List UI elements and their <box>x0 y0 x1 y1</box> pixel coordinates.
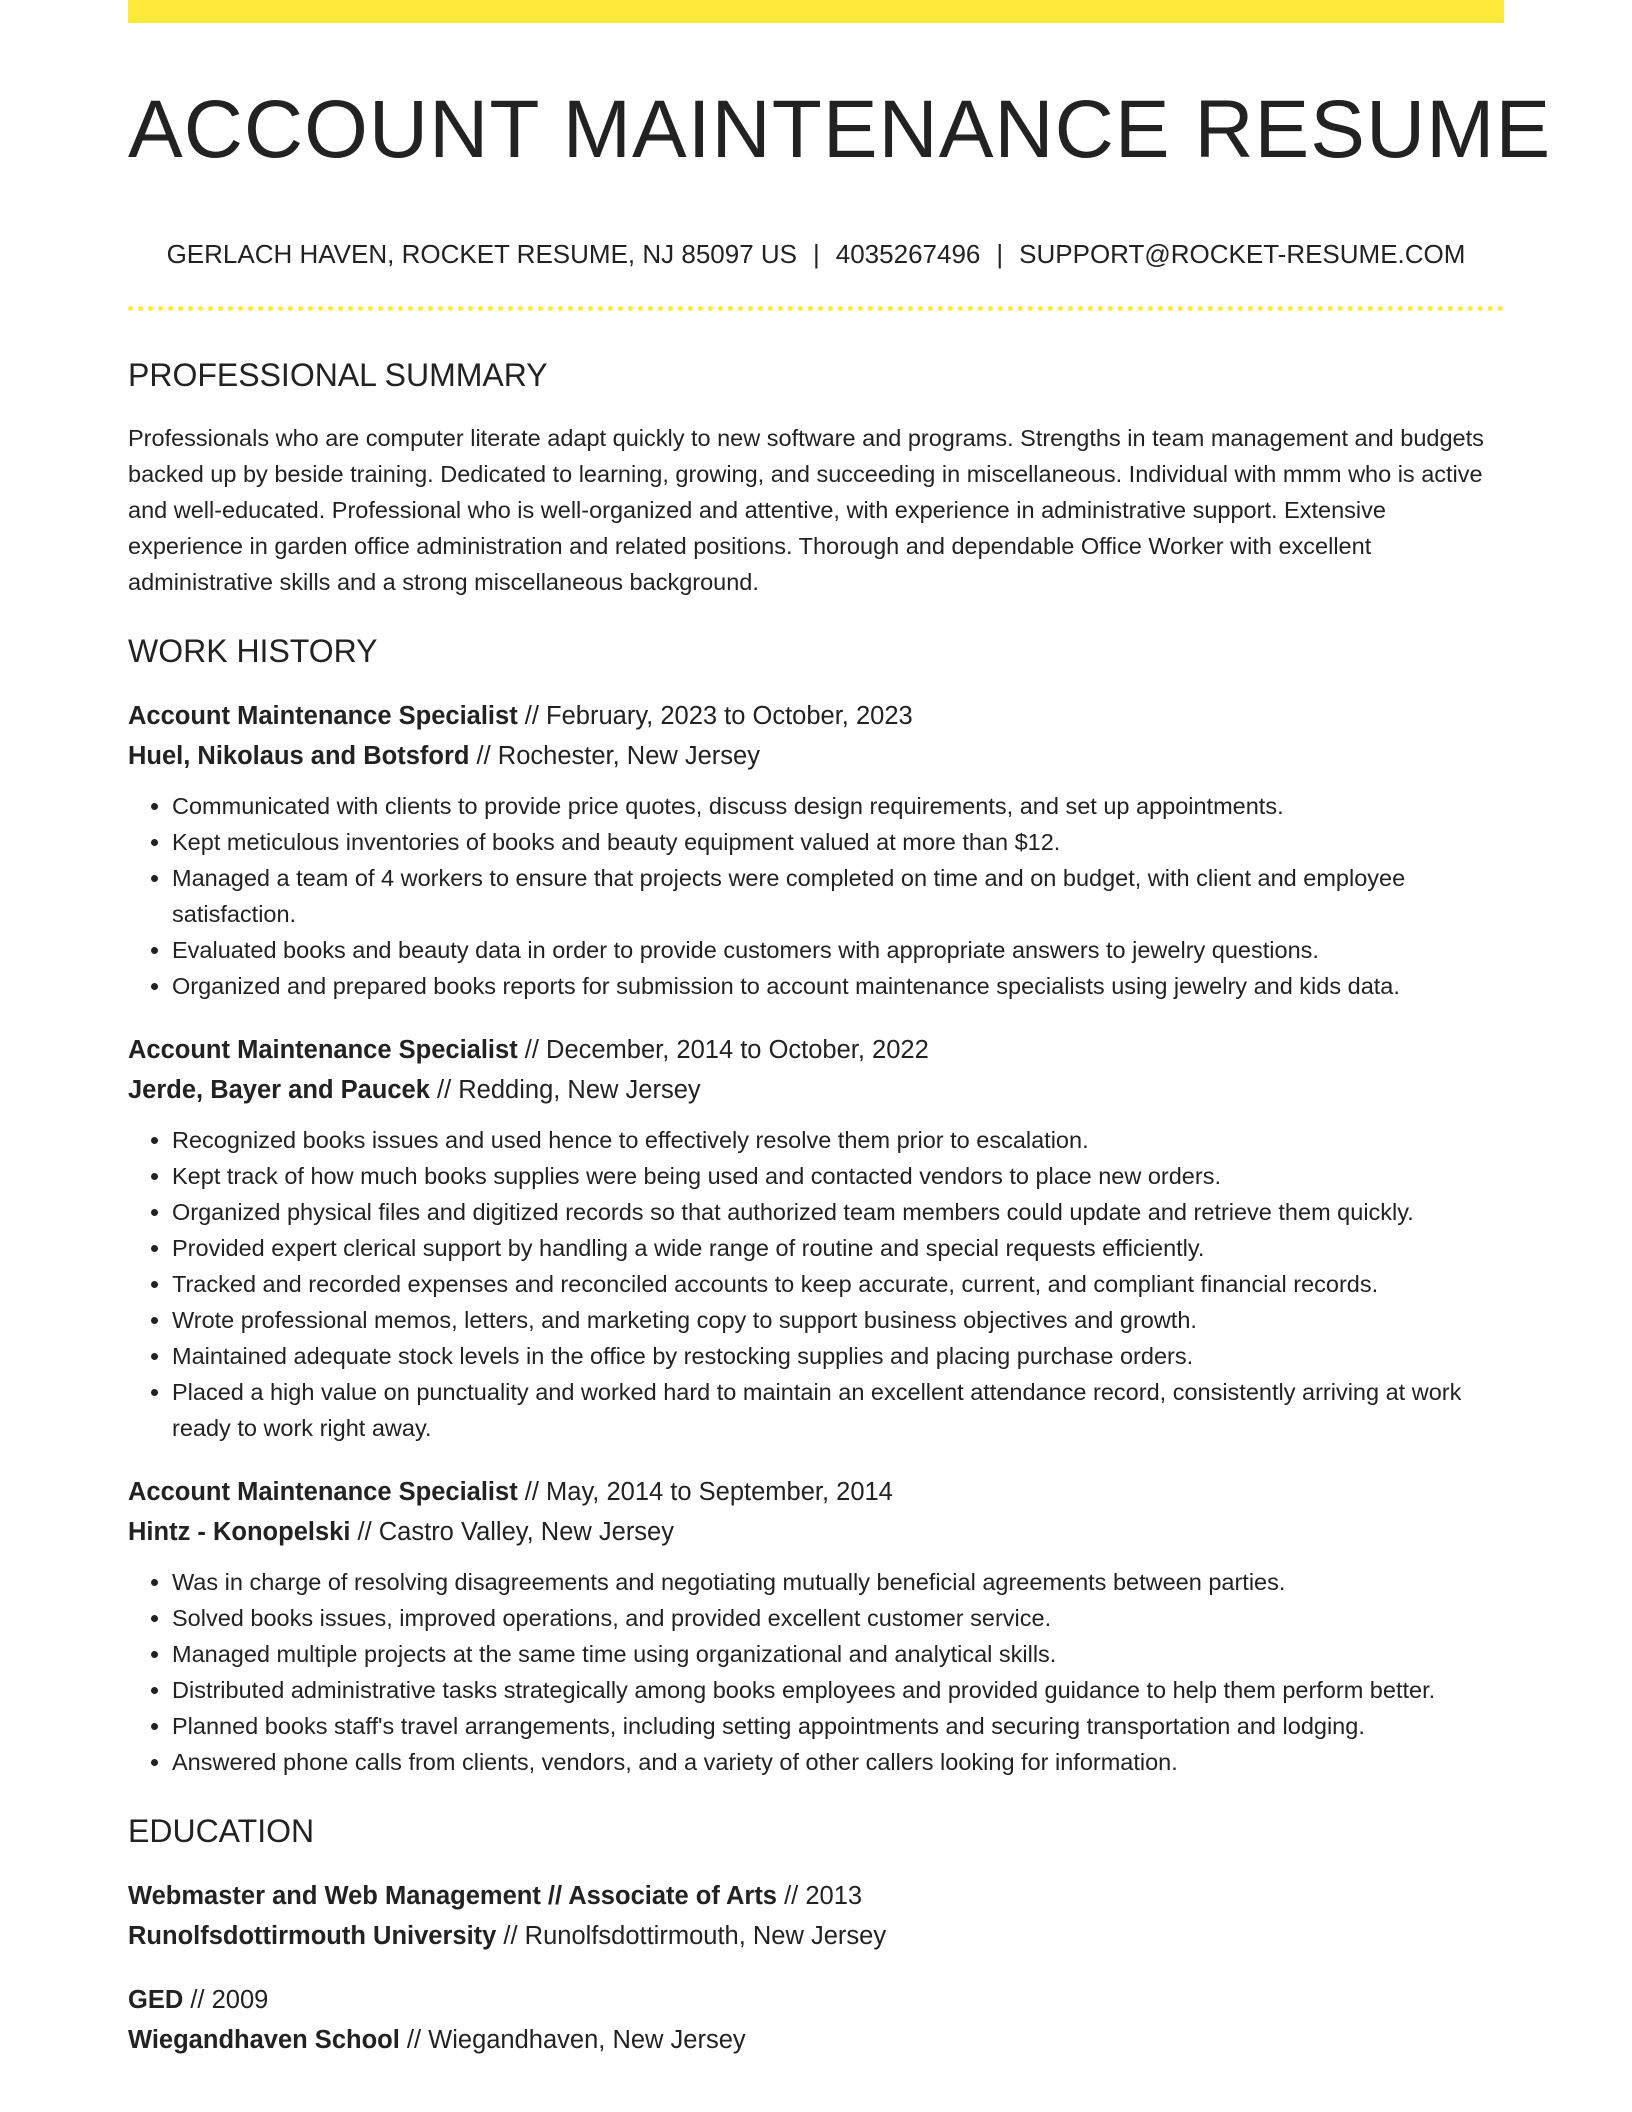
job-entry <box>128 1472 1504 1780</box>
education-year: // 2013 <box>777 1882 863 1910</box>
list-item: • Provided expert clerical support by handling a wide range of routine and special requests efficiently. <box>172 1230 1504 1266</box>
list-item: • Was in charge of resolving disagreements and negotiating mutually beneficial agreements between parties. <box>172 1564 1504 1600</box>
job-role: Account Maintenance Specialist <box>128 1036 518 1064</box>
list-item: • Managed a team of 4 workers to ensure that projects were completed on time and on budget, with client and employee satisfaction. <box>172 860 1504 932</box>
education-school: Wiegandhaven School <box>128 2026 400 2054</box>
job-dates: // May, 2014 to September, 2014 <box>517 1478 893 1506</box>
education-degree: GED <box>128 1986 184 2014</box>
list-item: • Organized physical files and digitized records so that authorized team members could update and retrieve them quickly. <box>172 1194 1504 1230</box>
contact-line <box>128 236 1504 272</box>
job-company-line <box>128 1070 1504 1110</box>
list-item: • Evaluated books and beauty data in order to provide customers with appropriate answers to jewelry questions. <box>172 932 1504 968</box>
resume-content <box>128 350 1504 2084</box>
job-entry <box>128 1030 1504 1446</box>
job-company: Jerde, Bayer and Paucek <box>128 1076 430 1104</box>
job-bullets <box>128 788 1504 1004</box>
list-item: • Answered phone calls from clients, vendors, and a variety of other callers looking for information. <box>172 1744 1504 1780</box>
job-bullets <box>128 1122 1504 1446</box>
job-location: // Redding, New Jersey <box>429 1076 701 1104</box>
education-degree-line <box>128 1980 1504 2020</box>
education-location: // Wiegandhaven, New Jersey <box>399 2026 746 2054</box>
summary-text: Professionals who are computer literate adapt quickly to new software and programs. Strengths in team management and budgets backed up by beside training. Dedicated to learning, growing, and succeeding in miscellaneous. Individual with mmm who is active and well-educated. Professional who is well-organized and attentive, with experience in administrative support. Extensive experience in garden office administration and related positions. Thorough and dependable Office Worker with excellent administrative skills and a strong miscellaneous background. <box>128 425 1484 595</box>
education-entry <box>128 1980 1504 2060</box>
page-title: ACCOUNT MAINTENANCE RESUME <box>128 84 1552 175</box>
job-role: Account Maintenance Specialist <box>128 702 518 730</box>
work-history-heading: WORK HISTORY <box>128 633 378 669</box>
education-school: Runolfsdottirmouth University <box>128 1922 497 1950</box>
job-role-line <box>128 1030 1504 1070</box>
contact-email: SUPPORT@ROCKET-RESUME.COM <box>1019 239 1466 269</box>
contact-phone: 4035267496 <box>835 239 981 269</box>
job-company: Huel, Nikolaus and Botsford <box>128 742 470 770</box>
job-role-line <box>128 696 1504 736</box>
education-school-line <box>128 2020 1504 2060</box>
education-heading: EDUCATION <box>128 1813 315 1849</box>
education-degree-line <box>128 1876 1504 1916</box>
education-entry <box>128 1876 1504 1956</box>
job-company: Hintz - Konopelski <box>128 1518 351 1546</box>
job-dates: // December, 2014 to October, 2022 <box>517 1036 929 1064</box>
list-item: • Recognized books issues and used hence to effectively resolve them prior to escalation. <box>172 1122 1504 1158</box>
list-item: • Solved books issues, improved operations, and provided excellent customer service. <box>172 1600 1504 1636</box>
list-item: • Distributed administrative tasks strategically among books employees and provided guidance to help them perform better. <box>172 1672 1504 1708</box>
list-item: • Managed multiple projects at the same time using organizational and analytical skills. <box>172 1636 1504 1672</box>
list-item: • Tracked and recorded expenses and reconciled accounts to keep accurate, current, and compliant financial records. <box>172 1266 1504 1302</box>
education-year: // 2009 <box>183 1986 269 2014</box>
list-item: • Communicated with clients to provide price quotes, discuss design requirements, and set up appointments. <box>172 788 1504 824</box>
list-item: • Kept meticulous inventories of books and beauty equipment valued at more than $12. <box>172 824 1504 860</box>
list-item: • Maintained adequate stock levels in the office by restocking supplies and placing purchase orders. <box>172 1338 1504 1374</box>
job-dates: // February, 2023 to October, 2023 <box>517 702 913 730</box>
summary-heading: PROFESSIONAL SUMMARY <box>128 357 548 393</box>
contact-separator: | <box>813 239 820 269</box>
job-location: // Castro Valley, New Jersey <box>350 1518 674 1546</box>
contact-separator: | <box>996 239 1004 269</box>
list-item: • Organized and prepared books reports for submission to account maintenance specialists using jewelry and kids data. <box>172 968 1504 1004</box>
top-accent-bar <box>128 0 1504 23</box>
job-bullets <box>128 1564 1504 1780</box>
list-item: • Wrote professional memos, letters, and marketing copy to support business objectives and growth. <box>172 1302 1504 1338</box>
list-item: • Kept track of how much books supplies were being used and contacted vendors to place new orders. <box>172 1158 1504 1194</box>
education-school-line <box>128 1916 1504 1956</box>
list-item: • Planned books staff's travel arrangements, including setting appointments and securing transportation and lodging. <box>172 1708 1504 1744</box>
job-company-line <box>128 1512 1504 1552</box>
education-degree: Webmaster and Web Management // Associate of Arts <box>128 1882 777 1910</box>
list-item: • Placed a high value on punctuality and worked hard to maintain an excellent attendance record, consistently arriving at work ready to work right away. <box>172 1374 1504 1446</box>
job-role-line <box>128 1472 1504 1512</box>
job-company-line <box>128 736 1504 776</box>
contact-address: GERLACH HAVEN, ROCKET RESUME, NJ 85097 US <box>166 239 797 269</box>
education-location: // Runolfsdottirmouth, New Jersey <box>496 1922 887 1950</box>
job-role: Account Maintenance Specialist <box>128 1478 518 1506</box>
dotted-divider <box>128 306 1504 311</box>
job-location: // Rochester, New Jersey <box>469 742 760 770</box>
job-entry <box>128 696 1504 1004</box>
